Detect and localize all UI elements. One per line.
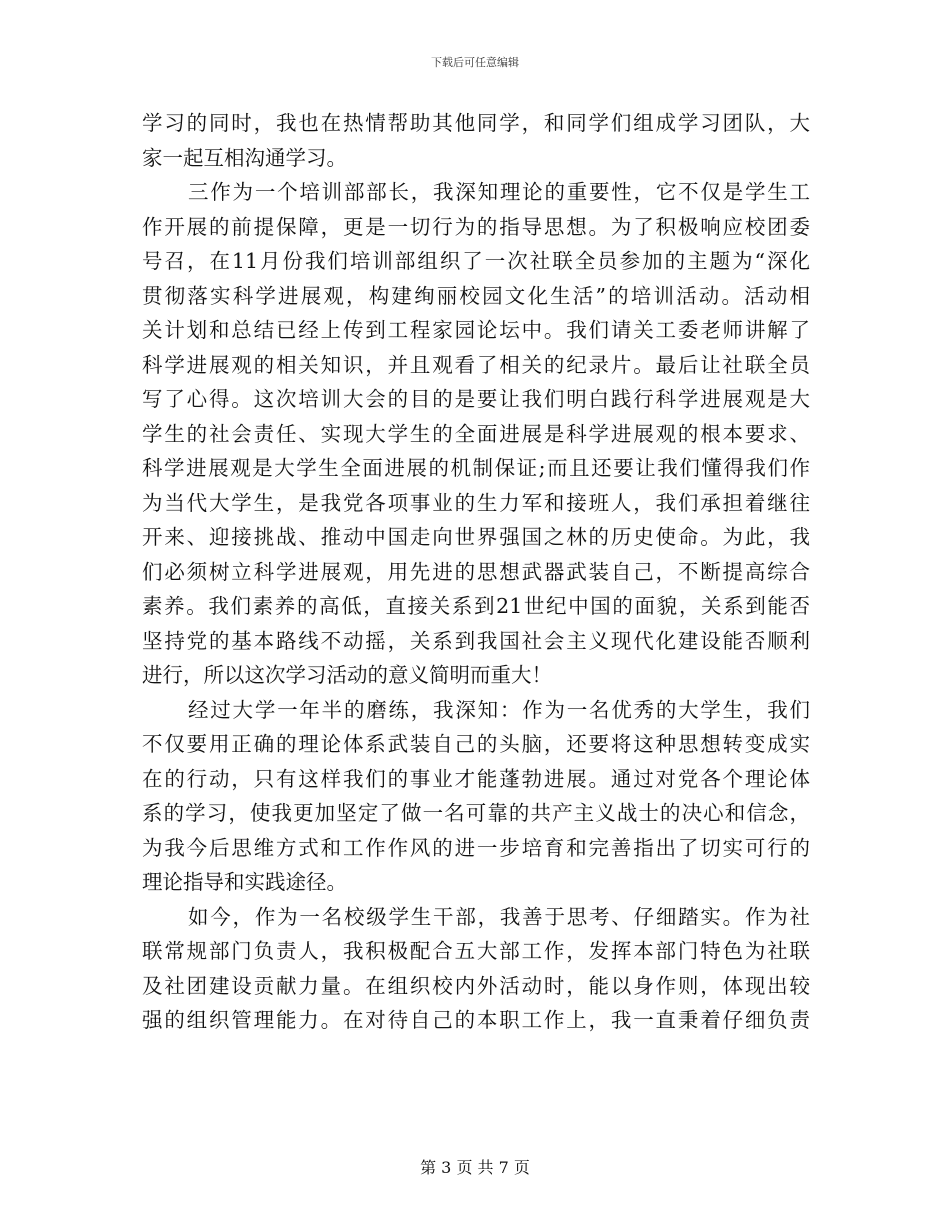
text-line: 三作为一个培训部部长，我深知理论的重要性，它不仅是学生工 — [188, 180, 810, 204]
text-line: 强的组织管理能力。在对待自己的本职工作上，我一直秉着仔细负责 — [142, 1008, 810, 1032]
page-header: 下载后可任意编辑 — [431, 56, 519, 69]
text-line: 素养。我们素养的高低，直接关系到21世纪中国的面貌，关系到能否 — [142, 594, 810, 618]
text-line: 作开展的前提保障，更是一切行为的指导思想。为了积极响应校团委 — [142, 214, 810, 239]
text-line: 及社团建设贡献力量。在组织校内外活动时，能以身作则，体现出较 — [142, 973, 810, 998]
paragraph — [142, 693, 810, 900]
text-line: 联常规部门负责人，我积极配合五大部工作，发挥本部门特色为社联 — [142, 939, 810, 963]
text-line: 不仅要用正确的理论体系武装自己的头脑，还要将这种思想转变成实 — [142, 732, 810, 756]
paragraph — [142, 106, 810, 175]
text-line: 理论指导和实践途径。 — [142, 870, 347, 894]
text-line: 科学进展观的相关知识，并且观看了相关的纪录片。最后让社联全员 — [142, 352, 810, 377]
page-number-footer: 第 3 页 共 7 页 — [420, 1158, 530, 1177]
text-line: 贯彻落实科学进展观，构建绚丽校园文化生活”的培训活动。活动相 — [142, 283, 810, 308]
text-line: 号召，在11月份我们培训部组织了一次社联全员参加的主题为“深化 — [142, 249, 810, 273]
text-line: 家一起互相沟通学习。 — [142, 145, 347, 170]
paragraph — [142, 900, 810, 1038]
text-line: 为当代大学生，是我党各项事业的生力军和接班人，我们承担着继往 — [142, 490, 810, 515]
text-line: 开来、迎接挑战、推动中国走向世界强国之林的历史使命。为此，我 — [142, 525, 810, 549]
text-line: 关计划和总结已经上传到工程家园论坛中。我们请关工委老师讲解了 — [142, 318, 810, 342]
text-line: 系的学习，使我更加坚定了做一名可靠的共产主义战士的决心和信念， — [142, 801, 810, 825]
text-line: 如今，作为一名校级学生干部，我善于思考、仔细踏实。作为社 — [188, 904, 810, 929]
text-line: 科学进展观是大学生全面进展的机制保证;而且还要让我们懂得我们作 — [142, 456, 810, 480]
document-body — [142, 106, 810, 1038]
text-line: 坚持党的基本路线不动摇，关系到我国社会主义现代化建设能否顺利 — [142, 628, 810, 653]
text-line: 们必须树立科学进展观，用先进的思想武器武装自己，不断提高综合 — [142, 559, 810, 584]
text-line: 为我今后思维方式和工作作风的进一步培育和完善指出了切实可行的 — [142, 835, 810, 860]
text-line: 学生的社会责任、实现大学生的全面进展是科学进展观的根本要求、 — [142, 421, 810, 446]
text-line: 写了心得。这次培训大会的目的是要让我们明白践行科学进展观是大 — [142, 387, 810, 411]
text-line: 学习的同时，我也在热情帮助其他同学，和同学们组成学习团队，大 — [142, 111, 810, 135]
paragraph — [142, 175, 810, 693]
text-line: 进行，所以这次学习活动的意义简明而重大！ — [142, 663, 552, 687]
text-line: 在的行动，只有这样我们的事业才能蓬勃进展。通过对党各个理论体 — [142, 766, 810, 791]
text-line: 经过大学一年半的磨练，我深知：作为一名优秀的大学生，我们 — [188, 697, 810, 722]
